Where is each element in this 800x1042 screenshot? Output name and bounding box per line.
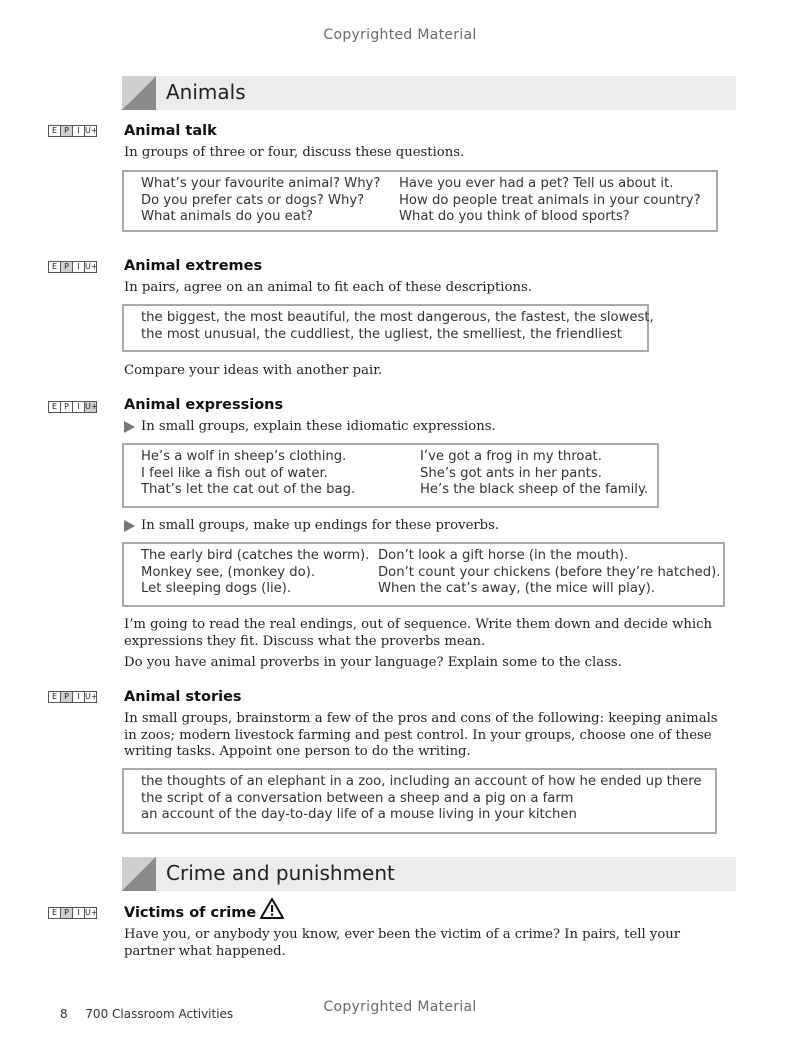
descriptions-box: the biggest, the most beautiful, the most dangerous, the fastest, the slowest, the most unusual, the cuddliest, the ugliest, the smelliest, the friendliest (122, 304, 649, 352)
activity-instruction: In groups of three or four, discuss these questions. (124, 145, 465, 160)
play-arrow-icon (124, 520, 135, 532)
questions-left-column: What’s your favourite animal? Why? Do you prefer cats or dogs? Why? What animals do you eat? (141, 176, 381, 224)
activity-instruction: In pairs, agree on an animal to fit each of these descriptions. (124, 280, 532, 295)
level-indicator: E P I U+ (48, 401, 96, 413)
copyright-watermark-top: Copyrighted Material (323, 27, 477, 43)
level-indicator: E P I U+ (48, 125, 96, 137)
level-indicator: E P I U+ (48, 261, 96, 273)
step-instruction-2: In small groups, make up endings for these proverbs. (124, 518, 734, 535)
activity-followup: Compare your ideas with another pair. (124, 363, 383, 378)
writing-tasks-box: the thoughts of an elephant in a zoo, including an account of how he ended up there the script of a conversation between a sheep and a pig on a farm an account of the day-to-day life of a mouse living in your kitchen (122, 768, 717, 834)
activity-title-animal-expressions: Animal expressions (124, 397, 284, 413)
section-triangle-icon (122, 857, 156, 891)
activity-title-victims-of-crime: Victims of crime (124, 905, 257, 921)
section-title: Animals (166, 80, 246, 104)
step-instruction-1: In small groups, explain these idiomatic expressions. (124, 419, 734, 436)
activity-title-animal-talk: Animal talk (124, 123, 217, 139)
section-title: Crime and punishment (166, 861, 395, 885)
play-arrow-icon (124, 421, 135, 433)
book-title: 700 Classroom Activities (85, 1007, 234, 1021)
warning-icon (259, 897, 285, 920)
activity-followup: I’m going to read the real endings, out of sequence. Write them down and decide which expressions they fit. Discuss what the proverbs mean. (124, 617, 712, 649)
section-header-crime (122, 857, 736, 891)
level-indicator: E P I U+ (48, 907, 96, 919)
idioms-box: He’s a wolf in sheep’s clothing. I feel like a fish out of water. That’s let the cat out of the bag. I’ve got a frog in my throat. She’s got ants in her pants. He’s the black sheep of the family. (122, 443, 659, 508)
section-header-animals (122, 76, 736, 110)
copyright-watermark-bottom: Copyrighted Material (323, 999, 477, 1015)
level-indicator: E P I U+ (48, 691, 96, 703)
questions-box (122, 170, 718, 232)
activity-instruction: Have you, or anybody you know, ever been the victim of a crime? In pairs, tell your partner what happened. (124, 927, 681, 959)
proverbs-box: The early bird (catches the worm). Monkey see, (monkey do). Let sleeping dogs (lie). Don’t look a gift horse (in the mouth). Don’t count your chickens (before they’re hatched). When the cat’s away, (the mice will play). (122, 542, 725, 607)
activity-title-animal-extremes: Animal extremes (124, 258, 263, 274)
activity-instruction: In small groups, brainstorm a few of the pros and cons of the following: keeping animals in zoos; modern livestock farming and pest control. In your groups, choose one of these writing tasks. Appoint one person to do the writing. (124, 711, 718, 759)
page-number: 8 (60, 1007, 68, 1021)
activity-followup: Do you have animal proverbs in your language? Explain some to the class. (124, 655, 622, 670)
section-triangle-icon (122, 76, 156, 110)
activity-title-animal-stories: Animal stories (124, 689, 242, 705)
questions-right-column: Have you ever had a pet? Tell us about it. How do people treat animals in your country? What do you think of blood sports? (399, 176, 701, 224)
